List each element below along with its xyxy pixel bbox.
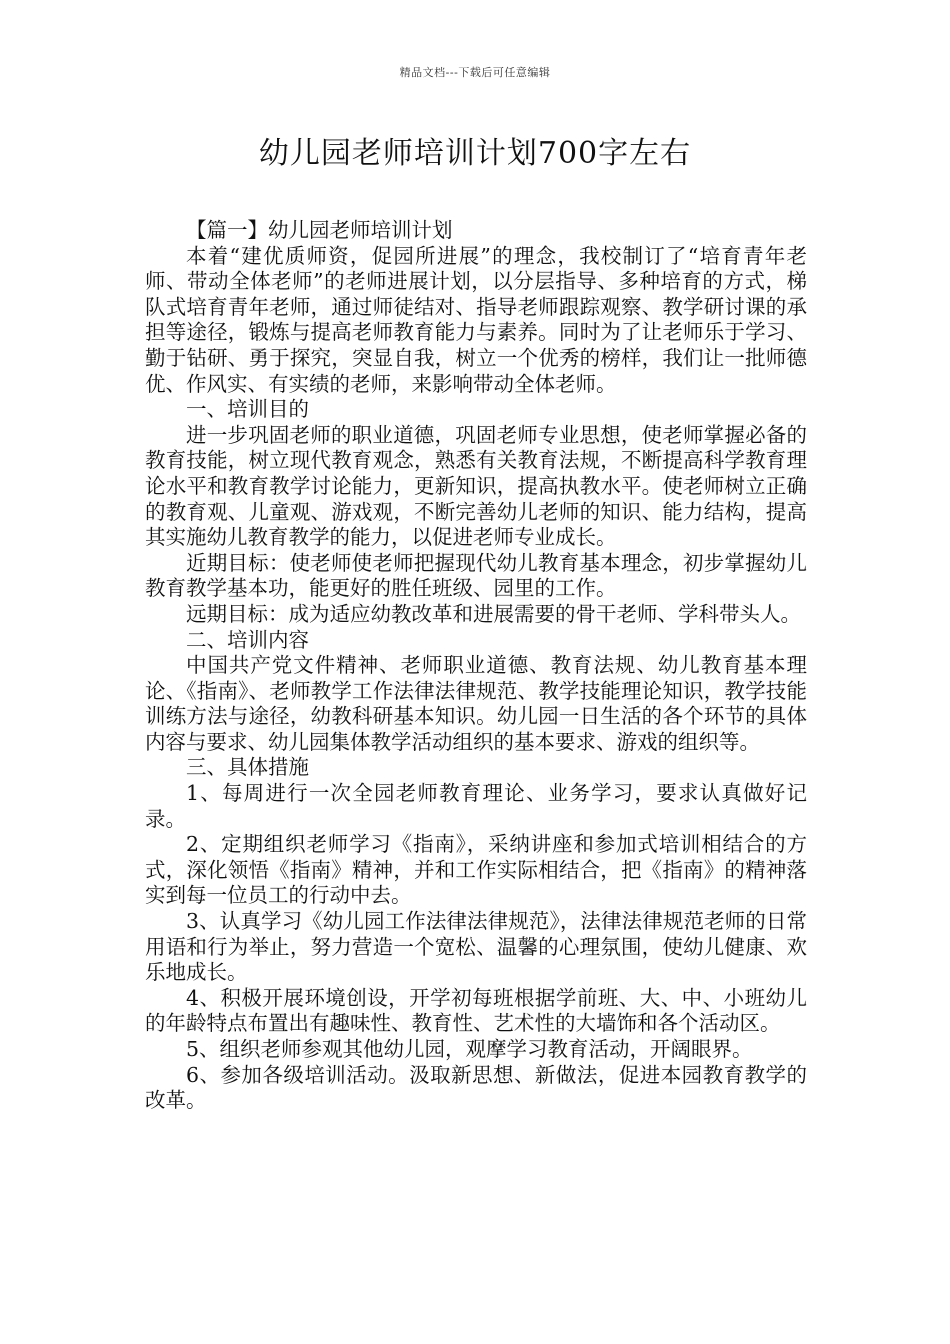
- measure-item-2: 2、定期组织老师学习《指南》，采纳讲座和参加式培训相结合的方式，深化领悟《指南》精神，并和工作实际相结合，把《指南》的精神落实到每一位员工的行动中去。: [145, 832, 807, 908]
- measure-item-4: 4、积极开展环境创设，开学初每班根据学前班、大、中、小班幼儿的年龄特点布置出有趣味性、教育性、艺术性的大墙饰和各个活动区。: [145, 985, 807, 1036]
- measure-item-1: 1、每周进行一次全园老师教育理论、业务学习，要求认真做好记录。: [145, 781, 807, 831]
- paragraph-short-term-goal: 近期目标：使老师使老师把握现代幼儿教育基本理念，初步掌握幼儿教育教学基本功，能更好的胜任班级、园里的工作。: [145, 550, 807, 601]
- document-body: [145, 218, 807, 1114]
- measure-item-3: 3、认真学习《幼儿园工作法律法律规范》，法律法律规范老师的日常用语和行为举止，努力营造一个宽松、温馨的心理氛围，使幼儿健康、欢乐地成长。: [145, 909, 807, 985]
- header-note: 精品文档---下载后可任意编辑: [399, 66, 551, 79]
- paragraph-purpose: 进一步巩固老师的职业道德，巩固老师专业思想，使老师掌握必备的教育技能，树立现代教育观念，熟悉有关教育法规，不断提高科学教育理论水平和教育教学讨论能力，更新知识，提高执教水平。使老师树立正确的教育观、儿童观、游戏观，不断完善幼儿老师的知识、能力结构，提高其实施幼儿教育教学的能力，以促进老师专业成长。: [145, 422, 807, 550]
- section-heading-part-one: 【篇一】幼儿园老师培训计划: [186, 218, 453, 242]
- measure-item-6: 6、参加各级培训活动。汲取新思想、新做法，促进本园教育教学的改革。: [145, 1062, 807, 1113]
- paragraph-long-term-goal: 远期目标：成为适应幼教改革和进展需要的骨干老师、学科带头人。: [186, 601, 801, 626]
- document-title: 幼儿园老师培训计划700字左右: [258, 136, 692, 171]
- section-heading-purpose: 一、培训目的: [186, 397, 309, 422]
- measure-item-5: 5、组织老师参观其他幼儿园，观摩学习教育活动，开阔眼界。: [186, 1037, 753, 1061]
- paragraph-content: 中国共产党文件精神、老师职业道德、教育法规、幼儿教育基本理论、《指南》、老师教学工作法律法律规范、教学技能理论知识，教学技能训练方法与途径，幼教科研基本知识。幼儿园一日生活的各个环节的具体内容与要求、幼儿园集体教学活动组织的基本要求、游戏的组织等。: [145, 653, 807, 754]
- paragraph-intro: 本着“建优质师资，促园所进展”的理念，我校制订了“培育青年老师、带动全体老师”的老师进展计划，以分层指导、多种培育的方式，梯队式培育青年老师，通过师徒结对、指导老师跟踪观察、教学研讨课的承担等途径，锻炼与提高老师教育能力与素养。同时为了让老师乐于学习、勤于钻研、勇于探究，突显自我，树立一个优秀的榜样，我们让一批师德优、作风实、有实绩的老师，来影响带动全体老师。: [145, 243, 807, 396]
- section-heading-content: 二、培训内容: [186, 627, 309, 652]
- section-heading-measures: 三、具体措施: [186, 755, 309, 780]
